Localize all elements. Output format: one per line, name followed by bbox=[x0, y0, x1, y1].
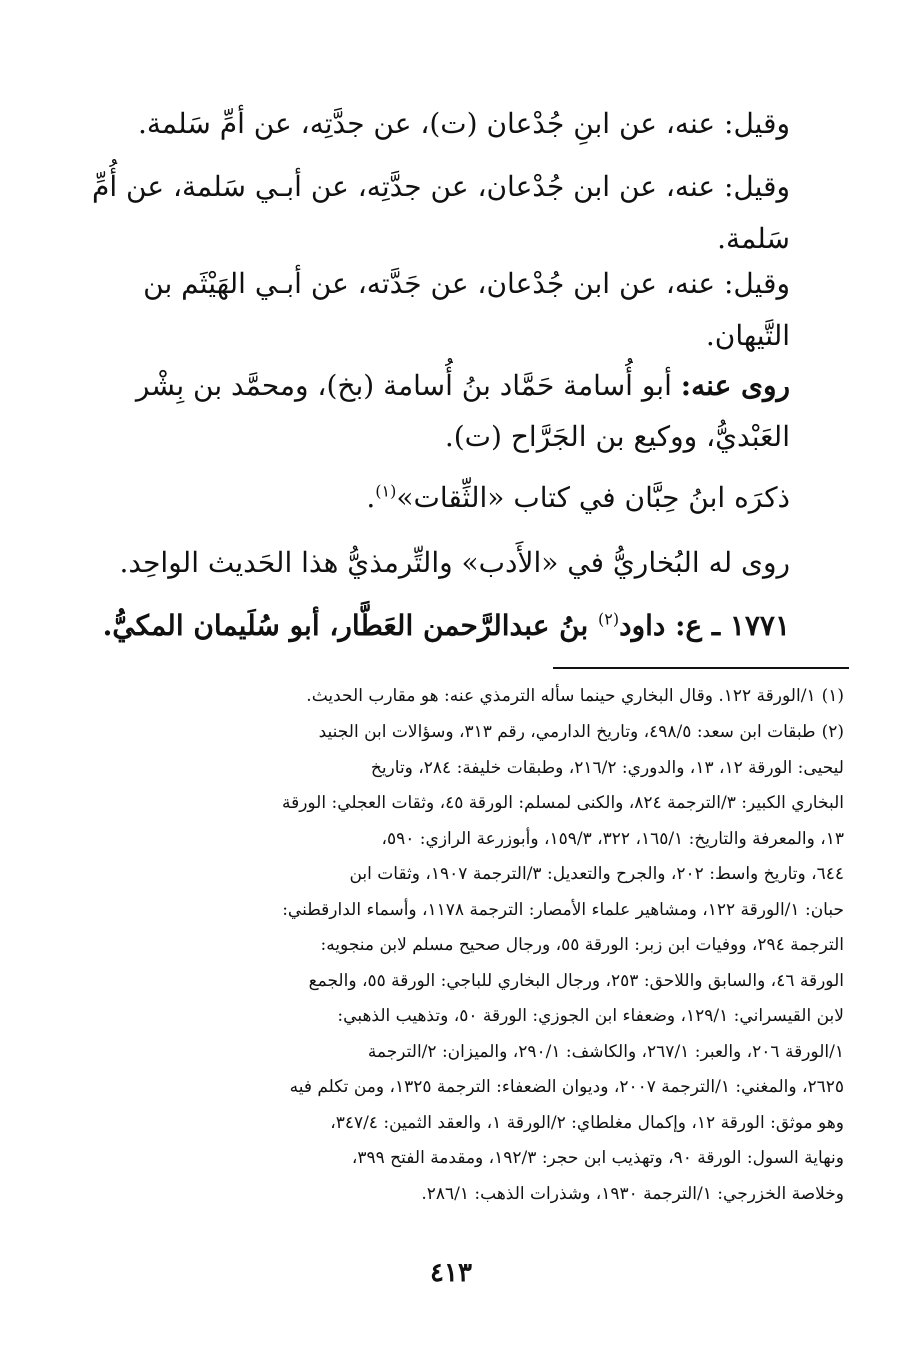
footnote-line: ٢٦٢٥، والمغني: ١/الترجمة ٢٠٠٧، وديوان الضعفاء: الترجمة ١٣٢٥، ومن تكلم فيه bbox=[289, 1077, 844, 1097]
footnote-line: ٦٤٤، وتاريخ واسط: ٢٠٢، والجرح والتعديل: ٣/الترجمة ١٩٠٧، وثقات ابن bbox=[349, 864, 844, 884]
footnote-1 bbox=[44, 682, 844, 710]
entry-prefix: ١٧٧١ ـ ع: داود bbox=[619, 609, 790, 642]
footnote-line: وخلاصة الخزرجي: ١/الترجمة ١٩٣٠، وشذرات الذهب: ٢٨٦/١. bbox=[421, 1184, 844, 1204]
thiqat-text: ذكرَه ابنُ حِبَّان في كتاب «الثِّقات» bbox=[396, 481, 790, 514]
thiqat-end: . bbox=[366, 481, 376, 514]
footnote-line: لابن القيسراني: ١٢٩/١، وضعفاء ابن الجوزي: الورقة ٥٠، وتذهيب الذهبي: bbox=[337, 1006, 844, 1026]
footnote-line: ١٣، والمعرفة والتاريخ: ١٦٥/١، ٣٢٢، ١٥٩/٣، وأبوزرعة الرازي: ٥٩٠، bbox=[381, 829, 844, 849]
footnote-line: وهو موثق: الورقة ١٢، وإكمال مغلطاي: ٢/الورقة ١، والعقد الثمين: ٣٤٧/٤، bbox=[330, 1113, 844, 1133]
footnote-line: ونهاية السول: الورقة ٩٠، وتهذيب ابن حجر: ١٩٢/٣، ومقدمة الفتح ٣٩٩، bbox=[351, 1148, 844, 1168]
riwayah-line bbox=[90, 366, 790, 406]
main-text-line: وقيل: عنه، عن ابنِ جُدْعان (ت)، عن جدَّتِه، عن أمِّ سَلمة. bbox=[138, 107, 790, 140]
footnote-line: البخاري الكبير: ٣/الترجمة ٨٢٤، والكنى لمسلم: الورقة ٤٥، وثقات العجلي: الورقة bbox=[281, 793, 844, 813]
main-text-line: سَلمة. bbox=[717, 222, 790, 255]
riwayah-line-2: العَبْديُّ، ووكيع بن الجَرَّاح (ت). bbox=[444, 420, 790, 453]
footnote-ref-2: (٢) bbox=[598, 609, 620, 629]
footnote-line: ١/الورقة ٢٠٦، والعبر: ٢٦٧/١، والكاشف: ٢٩٠/١، والميزان: ٢/الترجمة bbox=[367, 1042, 844, 1062]
footnote-line: حبان: ١/الورقة ١٢٢، ومشاهير علماء الأمصار: الترجمة ١١٧٨، وأسماء الدارقطني: bbox=[282, 900, 844, 920]
footnote-ref-1: (١) bbox=[375, 481, 397, 501]
main-text-line: وقيل: عنه، عن ابن جُدْعان، عن جدَّتِه، عن أبـي سَلمة، عن أُمِّ bbox=[92, 170, 790, 203]
footnote-line: الترجمة ٢٩٤، ووفيات ابن زبر: الورقة ٥٥، ورجال صحيح مسلم لابن منجويه: bbox=[320, 935, 844, 955]
thiqat-line bbox=[90, 478, 790, 518]
footnote-text: طبقات ابن سعد: ٤٩٨/٥، وتاريخ الدارمي، رقم ٣١٣، وسؤالات ابن الجنيد bbox=[318, 722, 816, 742]
entry-heading bbox=[90, 606, 790, 646]
footnote-number: (١) bbox=[821, 686, 844, 706]
riwayah-label: روى عنه: bbox=[680, 369, 790, 402]
footnote-separator bbox=[553, 667, 849, 669]
entry-name: بنُ عبدالرَّحمن العَطَّار، أبو سُلَيمان المكيُّ. bbox=[102, 609, 599, 642]
footnote-number: (٢) bbox=[821, 722, 844, 742]
footnote-text: ١/الورقة ١٢٢. وقال البخاري حينما سأله الترمذي عنه: هو مقارب الحديث. bbox=[306, 686, 816, 706]
footnote-2 bbox=[44, 718, 844, 746]
main-text-line: وقيل: عنه، عن ابن جُدْعان، عن جَدَّته، عن أبـي الهَيْثَم بن bbox=[143, 267, 790, 300]
main-text-line: التَّيهان. bbox=[705, 319, 790, 352]
footnote-line: الورقة ٤٦، والسابق واللاحق: ٢٥٣، ورجال البخاري للباجي: الورقة ٥٥، والجمع bbox=[308, 971, 844, 991]
footnote-line: ليحيى: الورقة ١٢، ١٣، والدوري: ٢١٦/٢، وطبقات خليفة: ٢٨٤، وتاريخ bbox=[370, 758, 844, 778]
riwayah-text: أبو أُسامة حَمَّاد بنُ أُسامة (بخ)، ومحمَّد بن بِشْر bbox=[135, 369, 672, 402]
page-number: ٤١٣ bbox=[430, 1258, 472, 1288]
bukhari-line: روى له البُخاريُّ في «الأَدب» والتِّرمذيُّ هذا الحَديث الواحِد. bbox=[119, 546, 790, 579]
